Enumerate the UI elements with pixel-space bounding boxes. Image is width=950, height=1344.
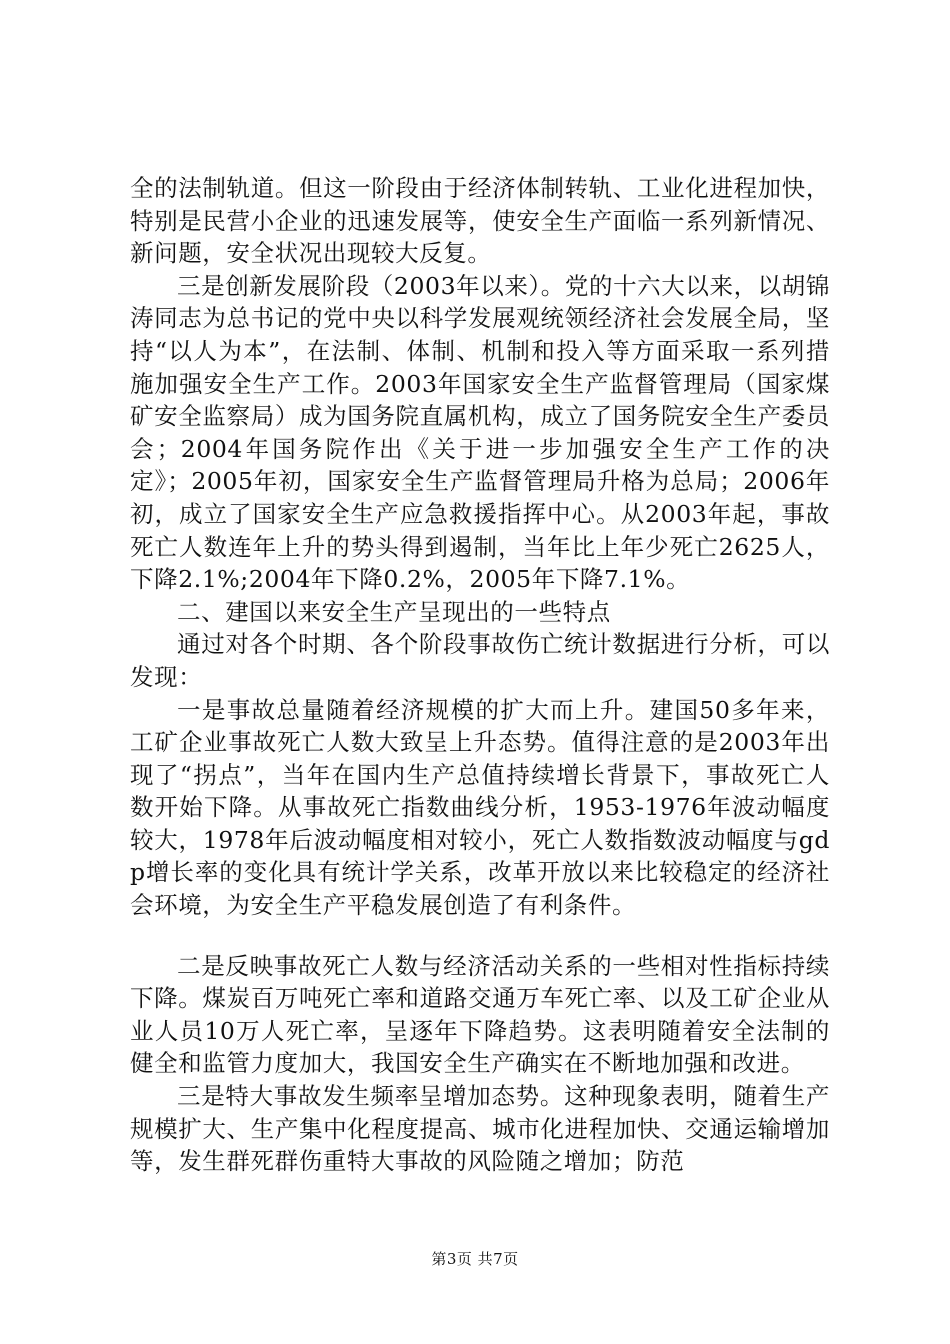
paragraph-feature-two: 二是反映事故死亡人数与经济活动关系的一些相对性指标持续下降。煤炭百万吨死亡率和道路交通万车死亡率、以及工矿企业从业人员10万人死亡率，呈逐年下降趋势。这表明随着安全法制的健全和监管力度加大，我国安全生产确实在不断地加强和改进。 bbox=[130, 951, 830, 1078]
document-body bbox=[130, 172, 830, 1178]
paragraph-intro: 通过对各个时期、各个阶段事故伤亡统计数据进行分析，可以发现： bbox=[130, 630, 830, 691]
paragraph-feature-one: 一是事故总量随着经济规模的扩大而上升。建国50多年来，工矿企业事故死亡人数大致呈上升态势。值得注意的是2003年出现了“拐点”，当年在国内生产总值持续增长背景下，事故死亡人数开始下降。从事故死亡指数曲线分析，1953-1976年波动幅度较大，1978年后波动幅度相对较小，死亡人数指数波动幅度与gdp增长率的变化具有统计学关系，改革开放以来比较稳定的经济社会环境，为安全生产平稳发展创造了有利条件。 bbox=[130, 695, 830, 920]
paragraph-stage-three: 三是创新发展阶段（2003年以来）。党的十六大以来，以胡锦涛同志为总书记的党中央以科学发展观统领经济社会发展全局，坚持“以人为本”，在法制、体制、机制和投入等方面采取一系列措施加强安全生产工作。2003年国家安全生产监督管理局（国家煤矿安全监察局）成为国务院直属机构，成立了国务院安全生产委员会；2004年国务院作出《关于进一步加强安全生产工作的决定》；2005年初，国家安全生产监督管理局升格为总局；2006年初，成立了国家安全生产应急救援指挥中心。从2003年起，事故死亡人数连年上升的势头得到遏制，当年比上年少死亡2625人，下降2.1%;2004年下降0.2%，2005年下降7.1%。 bbox=[130, 271, 830, 594]
paragraph-continuation: 全的法制轨道。但这一阶段由于经济体制转轨、工业化进程加快，特别是民营小企业的迅速发展等，使安全生产面临一系列新情况、新问题，安全状况出现较大反复。 bbox=[130, 174, 830, 268]
page-number: 第3页 共7页 bbox=[431, 1250, 519, 1268]
section-heading: 二、建国以来安全生产呈现出的一些特点 bbox=[177, 597, 611, 626]
paragraph-feature-three: 三是特大事故发生频率呈增加态势。这种现象表明，随着生产规模扩大、生产集中化程度提高、城市化进程加快、交通运输增加等，发生群死群伤重特大事故的风险随之增加；防范 bbox=[130, 1082, 830, 1176]
